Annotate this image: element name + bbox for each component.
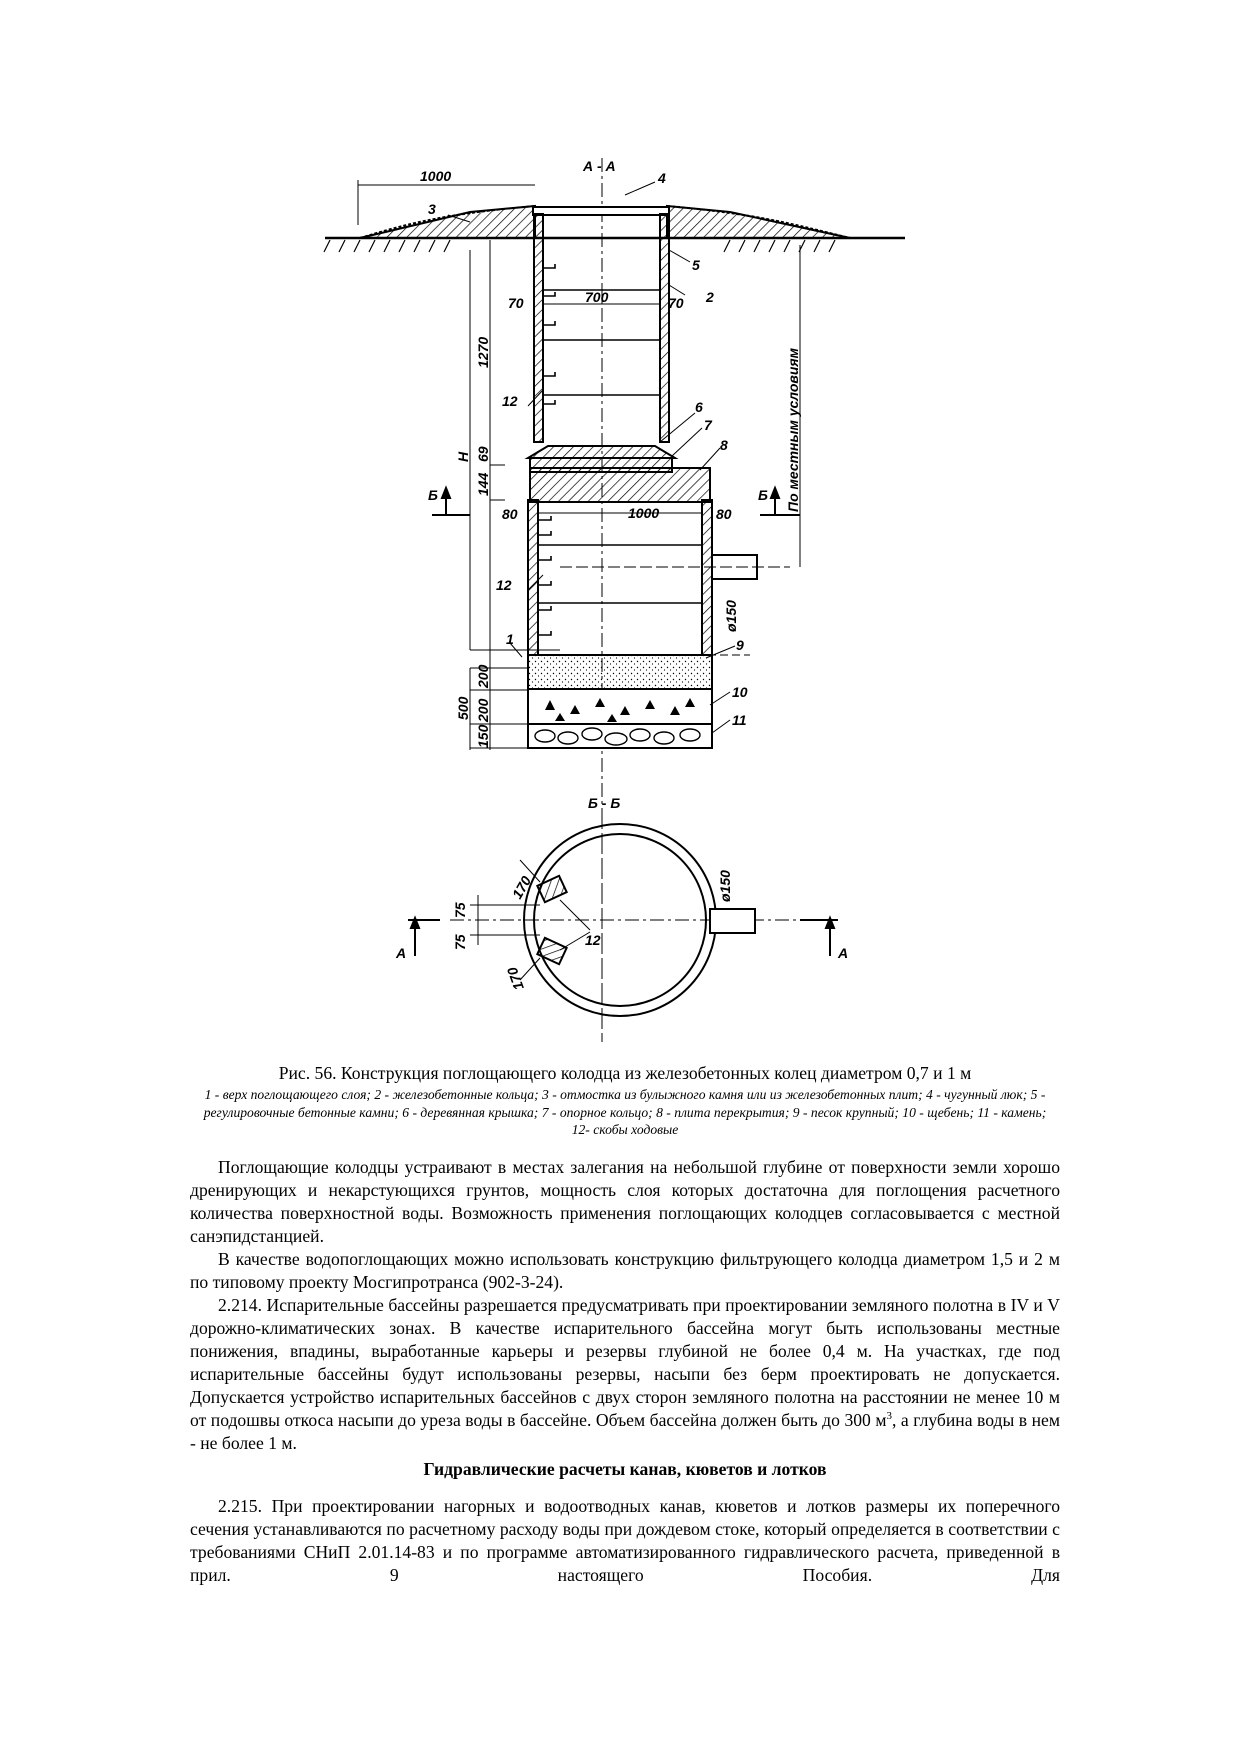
dim-144: 144 bbox=[475, 472, 491, 496]
body-text bbox=[190, 1156, 1060, 1455]
manhole-hatch bbox=[533, 207, 669, 215]
callout-4: 4 bbox=[658, 170, 666, 186]
figure-caption-title: Рис. 56. Конструкция поглощающего колодца из железобетонных колец диаметром 0,7 и 1 м bbox=[278, 1063, 972, 1083]
callout-7: 7 bbox=[704, 417, 712, 433]
upper-ring-wall-left bbox=[534, 214, 543, 442]
section-mark-a-right bbox=[800, 918, 838, 956]
dim-1000: 1000 bbox=[628, 505, 660, 521]
body-text-2 bbox=[190, 1495, 1060, 1587]
section-mark-b-right-label: Б bbox=[758, 487, 768, 503]
lower-ring-wall-right bbox=[702, 500, 712, 655]
paragraph-2: В качестве водопоглощающих можно использовать конструкцию фильтрующего колодца диаметром 1,5 и 2 м по типовому проекту Мосгипротранса (902-3-24). bbox=[190, 1249, 1060, 1292]
callout-1: 1 bbox=[506, 631, 514, 647]
paragraph-3-superscript: 3 bbox=[886, 1410, 892, 1423]
dim-local-conditions: По местным условиям bbox=[785, 348, 801, 512]
dim-pipe-150: ø150 bbox=[723, 600, 739, 632]
ladder-rungs-lower bbox=[538, 516, 551, 635]
dim-150: 150 bbox=[475, 724, 491, 748]
plan-inlet-pipe bbox=[710, 909, 755, 933]
ladder-rungs-upper bbox=[543, 264, 555, 404]
callout-9: 9 bbox=[736, 637, 744, 653]
callout-2: 2 bbox=[706, 289, 714, 305]
callout-3: 3 bbox=[428, 201, 436, 217]
ladder-bracket-upper bbox=[537, 876, 566, 902]
paragraph-4: 2.215. При проектировании нагорных и водоотводных канав, кюветов и лотков размеры их поперечного сечения устанавливаются по расчетному расходу воды при дождевом стоке, который определяется в соответствии с требованиями СНиП 2.01.14-83 и по программе автоматизированного гидравлического расчета, приведенной в прил. 9 настоящего Пособия. Для bbox=[190, 1496, 1060, 1585]
dim-700: 700 bbox=[585, 289, 609, 305]
dim-80-right: 80 bbox=[716, 506, 732, 522]
callout-12-upper: 12 bbox=[502, 393, 518, 409]
callout-8: 8 bbox=[720, 437, 728, 453]
section-a-a bbox=[324, 158, 905, 1042]
section-heading: Гидравлические расчеты канав, кюветов и лотков bbox=[423, 1459, 827, 1479]
paragraph-3-tail: , а глубина воды в нем - не более 1 м. bbox=[190, 1410, 1060, 1453]
paragraph-3 bbox=[190, 1294, 1060, 1455]
dim-200-a: 200 bbox=[475, 664, 491, 688]
wooden-cover bbox=[528, 446, 675, 458]
dim-h: Н bbox=[455, 451, 471, 462]
dim-1000-top: 1000 bbox=[420, 168, 452, 184]
dim-69: 69 bbox=[475, 446, 491, 462]
paragraph-3-main: 2.214. Испарительные бассейны разрешается предусматривать при проектировании земляного полотна в IV и V дорожно-климатических зонах. В качестве испарительного бассейна могут быть использованы местные понижения, впадины, выработанные карьеры и резервы глубиной не более 0,4 м. На участках, где под испарительные бассейны будут использованы резервы, насыпи без берм проектировать не допускается. Допускается устройство испарительных бассейнов с двух сторон земляного полотна на расстоянии не менее 10 м от подошвы откоса насыпи до уреза воды в бассейне. Объем бассейна должен быть до 300 м bbox=[190, 1295, 1060, 1430]
dim-500: 500 bbox=[455, 696, 471, 720]
crushed-stone-layer bbox=[528, 689, 712, 724]
dim-170-b: 170 bbox=[503, 965, 527, 993]
figure-caption-legend: 1 - верх поглощающего слоя; 2 - железобетонные кольца; 3 - отмостка из булыжного камня или из железобетонных плит; 4 - чугунный люк; 5 - регулировочные бетонные камни; 6 - деревянная крышка; 7 - опорное кольцо; 8 - плита перекрытия; 9 - песок крупный; 10 - щебень; 11 - камень; 12- скобы ходовые bbox=[203, 1087, 1047, 1137]
section-b-b-label: Б - Б bbox=[588, 795, 621, 811]
slab-cover bbox=[530, 468, 710, 502]
lower-ring-wall-left bbox=[528, 500, 538, 655]
sand-layer bbox=[528, 655, 712, 689]
section-a-a-label: А - А bbox=[583, 158, 616, 174]
callout-5: 5 bbox=[692, 257, 700, 273]
section-mark-a-left-label: А bbox=[396, 945, 407, 961]
dim-70-right: 70 bbox=[668, 295, 684, 311]
dim-70-left: 70 bbox=[508, 295, 524, 311]
paving-mound-left bbox=[360, 206, 535, 238]
paving-mound-right bbox=[667, 206, 850, 238]
section-b-b bbox=[395, 795, 848, 1030]
section-mark-a-left bbox=[408, 918, 440, 956]
dim-1270: 1270 bbox=[475, 336, 491, 368]
callout-11: 11 bbox=[732, 712, 747, 728]
section-mark-a-right-label: А bbox=[838, 945, 849, 961]
ladder-bracket-lower bbox=[537, 938, 566, 964]
dim-75-a: 75 bbox=[452, 902, 468, 918]
inlet-pipe bbox=[712, 555, 757, 579]
callout-12-plan: 12 bbox=[585, 932, 601, 948]
callout-6: 6 bbox=[695, 399, 703, 415]
section-mark-b-left-label: Б bbox=[428, 487, 438, 503]
dim-170-a: 170 bbox=[508, 873, 535, 902]
callout-10: 10 bbox=[732, 684, 748, 700]
dim-200-b: 200 bbox=[475, 698, 491, 722]
callout-12-lower: 12 bbox=[496, 577, 512, 593]
upper-ring-wall-right bbox=[660, 214, 669, 442]
paragraph-1: Поглощающие колодцы устраивают в местах залегания на небольшой глубине от поверхности земли хорошо дренирующих и некарстующихся грунтов, мощность слоя которых достаточна для поглощения расчетного количества поверхностной воды. Возможность применения поглощающих колодцев согласовывается с местной санэпидстанцией. bbox=[190, 1157, 1060, 1246]
dim-plan-pipe-150: ø150 bbox=[717, 870, 733, 902]
dim-80-left: 80 bbox=[502, 506, 518, 522]
dim-75-b: 75 bbox=[452, 934, 468, 950]
